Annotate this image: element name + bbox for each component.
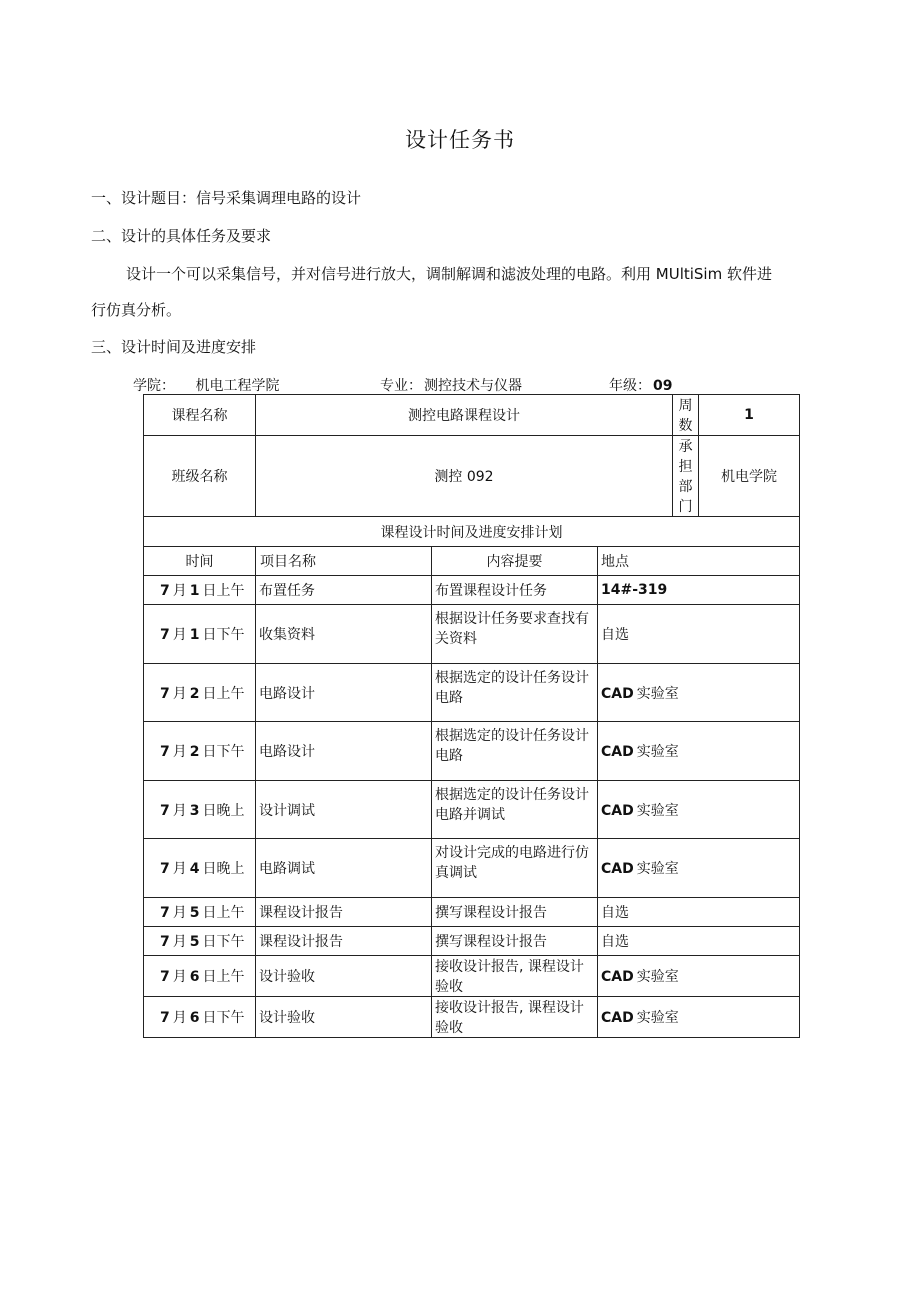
- table-row: [144, 605, 800, 664]
- place-code: 14#-319: [601, 582, 668, 598]
- plan-title: 课程设计时间及进度安排计划: [144, 517, 800, 547]
- time-day-unit: 日上午: [202, 905, 245, 921]
- time-month: 7: [160, 627, 170, 643]
- weeks-value: 1: [699, 395, 800, 436]
- table-row: [144, 956, 800, 997]
- college-label: 学院：: [133, 378, 175, 394]
- time-cell: [144, 956, 256, 997]
- place-name: 实验室: [636, 685, 679, 702]
- college-field: [133, 375, 281, 395]
- time-cell: [144, 997, 256, 1038]
- place-name: 实验室: [636, 744, 679, 760]
- table-row: [144, 781, 800, 839]
- requirements-paragraph-line2: 行仿真分析。: [91, 301, 182, 319]
- time-day-unit: 日下午: [202, 627, 245, 643]
- col-header-item: 项目名称: [256, 547, 432, 576]
- item-cell: 电路设计: [256, 664, 432, 722]
- time-month: 7: [160, 934, 170, 950]
- place-name: 实验室: [636, 969, 679, 985]
- content-cell: 接收设计报告, 课程设计验收: [432, 956, 598, 997]
- table-row: [144, 576, 800, 605]
- content-cell: 根据设计任务要求查找有关资料: [432, 605, 598, 664]
- time-month: 7: [160, 802, 170, 819]
- place-cell: [598, 997, 800, 1038]
- time-cell: [144, 576, 256, 605]
- time-month: 7: [160, 583, 170, 599]
- table-row: [144, 898, 800, 927]
- time-day: 1: [189, 627, 200, 643]
- place-cell: [598, 956, 800, 997]
- class-label: 班级名称: [144, 436, 256, 517]
- time-month-unit: 月: [172, 861, 187, 877]
- time-day: 2: [189, 685, 200, 702]
- time-day: 5: [189, 905, 200, 921]
- content-cell: 根据选定的设计任务设计电路: [432, 722, 598, 781]
- time-month: 7: [160, 905, 170, 921]
- info-row-course: [144, 395, 800, 436]
- item-cell: 电路调试: [256, 839, 432, 898]
- section-design-topic: 一、设计题目：信号采集调理电路的设计: [91, 189, 362, 207]
- column-header-row: [144, 547, 800, 576]
- table-row: [144, 722, 800, 781]
- time-day-unit: 日上午: [202, 685, 245, 702]
- time-month: 7: [160, 969, 170, 985]
- info-row-class: [144, 436, 800, 517]
- time-month-unit: 月: [172, 802, 187, 819]
- time-day-unit: 日下午: [202, 934, 245, 950]
- time-day-unit: 日下午: [202, 1010, 245, 1026]
- content-cell: 布置课程设计任务: [432, 576, 598, 605]
- weeks-label: 周数: [673, 395, 699, 436]
- grade-field: [609, 375, 674, 395]
- time-day-unit: 日下午: [202, 744, 245, 760]
- time-month-unit: 月: [172, 905, 187, 921]
- content-cell: 根据选定的设计任务设计电路并调试: [432, 781, 598, 839]
- col-header-place: 地点: [598, 547, 800, 576]
- grade-value: 09: [653, 378, 673, 394]
- place-code: CAD: [601, 685, 634, 702]
- section-schedule-heading: 三、设计时间及进度安排: [91, 338, 257, 356]
- time-month: 7: [160, 685, 170, 702]
- schedule-table: [143, 394, 800, 1038]
- time-day: 3: [189, 802, 200, 819]
- table-row: [144, 997, 800, 1038]
- place-name: 实验室: [636, 1010, 679, 1026]
- dept-label: 承担部门: [673, 436, 699, 517]
- time-month-unit: 月: [172, 744, 187, 760]
- time-cell: [144, 722, 256, 781]
- place-cell: [598, 722, 800, 781]
- time-day: 6: [189, 969, 200, 985]
- place-cell: [598, 839, 800, 898]
- page-title: 设计任务书: [405, 128, 515, 152]
- place-cell: [598, 781, 800, 839]
- place-code: CAD: [601, 861, 634, 877]
- place-code: CAD: [601, 1010, 634, 1026]
- col-header-time: 时间: [144, 547, 256, 576]
- grade-label: 年级：: [609, 378, 651, 394]
- time-cell: [144, 605, 256, 664]
- item-cell: 设计验收: [256, 997, 432, 1038]
- item-cell: 电路设计: [256, 722, 432, 781]
- table-row: [144, 927, 800, 956]
- plan-title-row: [144, 517, 800, 547]
- time-day-unit: 日上午: [202, 969, 245, 985]
- time-day-unit: 日上午: [202, 583, 245, 599]
- time-month-unit: 月: [172, 627, 187, 643]
- item-cell: 布置任务: [256, 576, 432, 605]
- table-row: [144, 664, 800, 722]
- item-cell: 设计验收: [256, 956, 432, 997]
- time-cell: [144, 839, 256, 898]
- time-day: 6: [189, 1010, 200, 1026]
- content-cell: 根据选定的设计任务设计电路: [432, 664, 598, 722]
- time-day: 4: [189, 861, 200, 877]
- content-cell: 接收设计报告, 课程设计验收: [432, 997, 598, 1038]
- place-cell: [598, 898, 800, 927]
- course-value: 测控电路课程设计: [256, 395, 673, 436]
- col-header-content: 内容提要: [432, 547, 598, 576]
- time-month: 7: [160, 861, 170, 877]
- time-cell: [144, 781, 256, 839]
- time-month-unit: 月: [172, 583, 187, 599]
- time-month-unit: 月: [172, 969, 187, 985]
- place-cell: [598, 605, 800, 664]
- college-value: 机电工程学院: [195, 378, 280, 394]
- content-cell: 撰写课程设计报告: [432, 927, 598, 956]
- time-cell: [144, 898, 256, 927]
- item-cell: 收集资料: [256, 605, 432, 664]
- time-day: 1: [189, 583, 200, 599]
- time-month: 7: [160, 1010, 170, 1026]
- place-code: CAD: [601, 969, 634, 985]
- requirements-paragraph-line1: 设计一个可以采集信号，并对信号进行放大，调制解调和滤波处理的电路。利用 MUltiSim 软件进: [126, 265, 772, 283]
- place-cell: [598, 927, 800, 956]
- major-field: [380, 375, 524, 395]
- place-name: 实验室: [636, 861, 679, 877]
- place-cell: [598, 664, 800, 722]
- item-cell: 设计调试: [256, 781, 432, 839]
- course-label: 课程名称: [144, 395, 256, 436]
- time-month-unit: 月: [172, 685, 187, 702]
- table-row: [144, 839, 800, 898]
- class-value: 测控 092: [256, 436, 673, 517]
- place-code: CAD: [601, 744, 634, 760]
- time-month-unit: 月: [172, 1010, 187, 1026]
- time-month-unit: 月: [172, 934, 187, 950]
- time-day: 5: [189, 934, 200, 950]
- place-name: 自选: [601, 627, 629, 643]
- time-day-unit: 日晚上: [202, 802, 245, 819]
- time-cell: [144, 927, 256, 956]
- place-name: 自选: [601, 905, 629, 921]
- major-value: 测控技术与仪器: [424, 378, 522, 394]
- time-day-unit: 日晚上: [202, 861, 245, 877]
- dept-value: 机电学院: [699, 436, 800, 517]
- section-tasks-heading: 二、设计的具体任务及要求: [91, 227, 272, 245]
- place-name: 自选: [601, 934, 629, 950]
- item-cell: 课程设计报告: [256, 898, 432, 927]
- place-code: CAD: [601, 802, 634, 819]
- content-cell: 撰写课程设计报告: [432, 898, 598, 927]
- item-cell: 课程设计报告: [256, 927, 432, 956]
- time-month: 7: [160, 744, 170, 760]
- place-name: 实验室: [636, 802, 679, 819]
- place-cell: [598, 576, 800, 605]
- content-cell: 对设计完成的电路进行仿真调试: [432, 839, 598, 898]
- time-cell: [144, 664, 256, 722]
- time-day: 2: [189, 744, 200, 760]
- major-label: 专业：: [380, 378, 422, 394]
